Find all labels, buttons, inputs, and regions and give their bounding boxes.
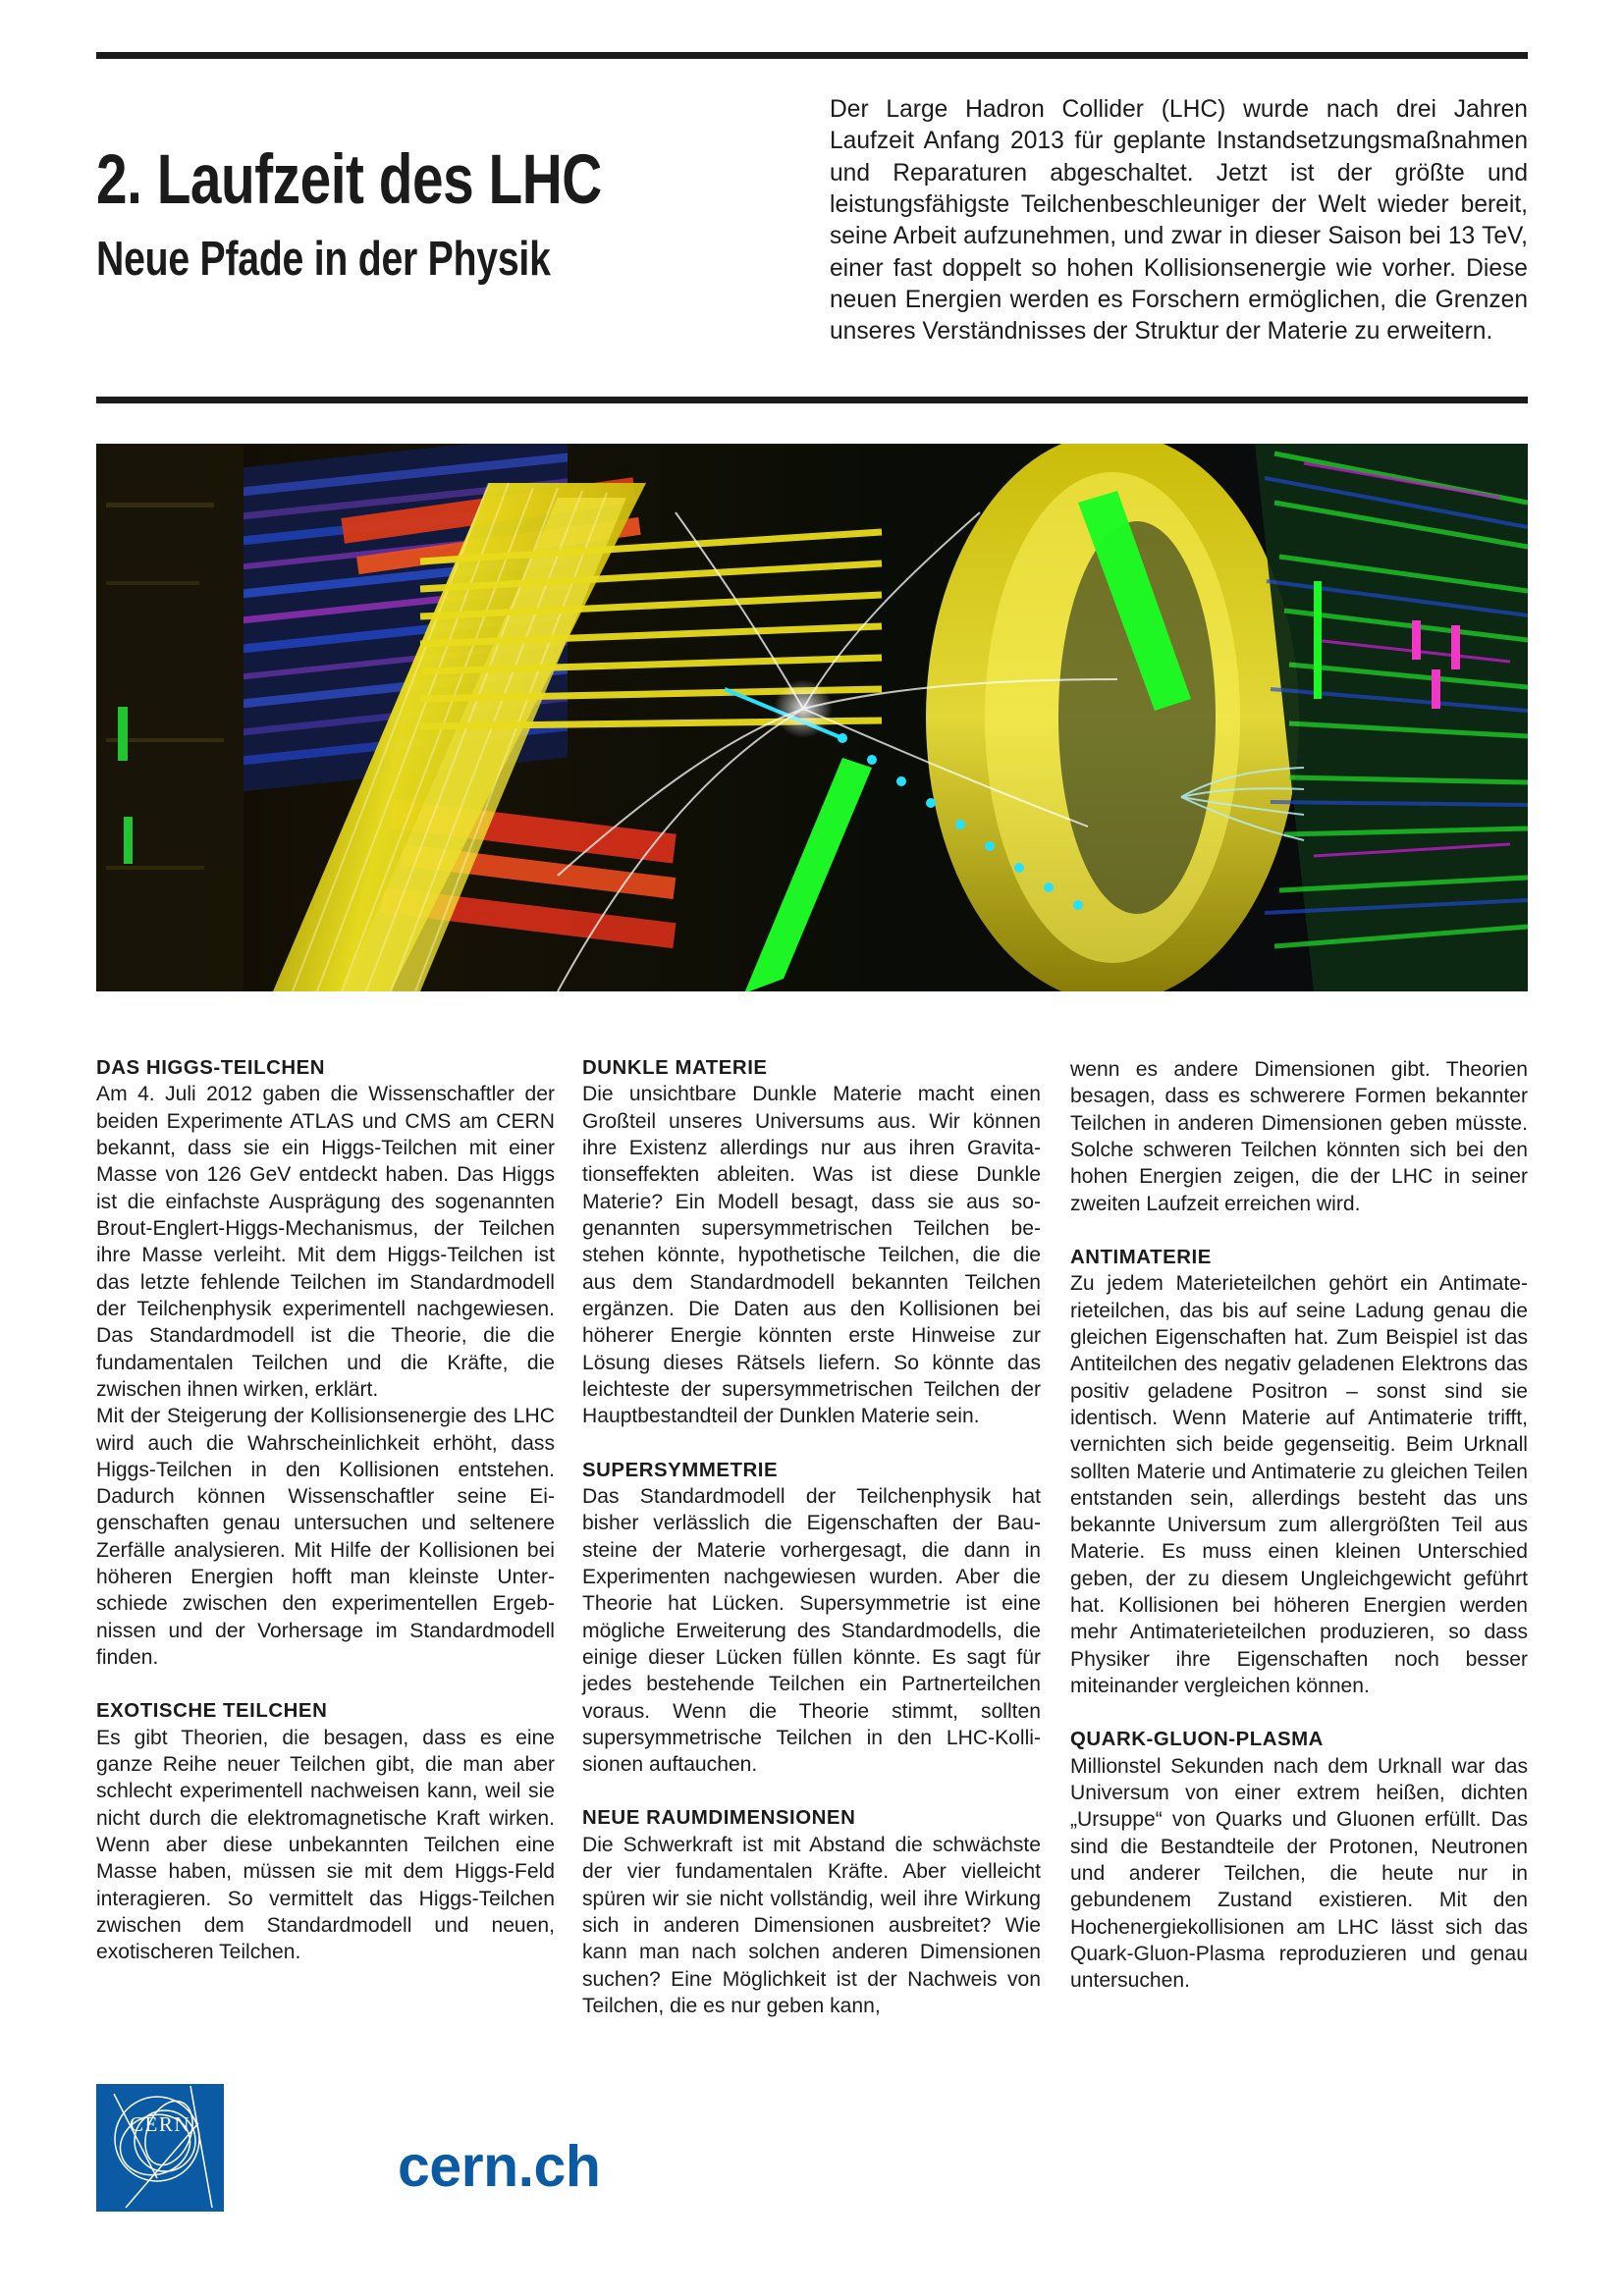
- collision-event-display: [96, 444, 1528, 991]
- section-heading: DAS HIGGS-TEILCHEN: [96, 1057, 326, 1079]
- section-neue-raumdimensionen: [582, 1806, 1041, 2019]
- section-heading: ANTIMATERIE: [1070, 1246, 1212, 1268]
- section-paragraph: Es gibt Theorien, die besagen, dass es eine ganze Reihe neuer Teilchen gibt, die man aber schlecht experimentell nachweisen kann, weil sie nicht durch die elektromagnetische Kraft wirken. Wenn aber diese unbekannten Teilchen eine Masse haben, müssen sie mit dem Higgs-Feld interagieren. So vermittelt das Higgs-Teilchen zwischen dem Standardmodell und neuen, exotischeren Teilchen.: [96, 1726, 555, 1964]
- section-paragraph: Das Standardmodell der Teilchenphysik hat bisher verlässlich die Eigenschaften der Bausteine der Materie vorhergesagt, die dann in Experimenten nachgewiesen wurden. Aber die Theorie hat Lücken. Supersymmetrie ist eine mögliche Erweiterung des Standardmodells, die einige dieser Lücken füllen könnte. Es sagt für jedes bestehende Teilchen ein Partnerteilchen voraus. Wenn die Theorie stimmt, sollten supersymmetrische Teilchen in den LHC-Kollisionen auftauchen.: [582, 1485, 1041, 1777]
- section-paragraph: Mit der Steigerung der Kollisionsenergie des LHC wird auch die Wahrscheinlichkeit erhöht, dass Higgs-Teilchen in den Kollisionen entstehen. Dadurch können Wissenschaftler seine Eigenschaften genau untersuchen und seltenere Zerfälle analysieren. Mit Hilfe der Kollisionen bei höheren Energien hofft man kleinste Unterschiede zwischen den experimentellen Ergebnissen und der Vorhersage im Standardmodell finden.: [96, 1405, 555, 1670]
- section-quark-gluon-plasma: [1070, 1728, 1528, 1994]
- section-paragraph: Die unsichtbare Dunkle Materie macht einen Großteil unseres Universums aus. Wir können ihre Existenz allerdings nur aus ihren Gravitationseffekten ableiten. Was ist diese Dunkle Materie? Ein Modell besagt, dass sie aus sogenannten supersymmetrischen Teilchen bestehen könnte, hypothetische Teilchen, die die aus dem Standardmodell bekannten Teilchen ergänzen. Die Daten aus den Kollisionen bei höherer Energie könnten erste Hinweise zur Lösung dieses Rätsels liefern. So könnte das leichteste der supersymmetrischen Teilchen der Hauptbestandteil der Dunklen Materie sein.: [582, 1083, 1041, 1428]
- section-antimaterie: [1070, 1246, 1528, 1699]
- section-paragraph: Millionstel Sekunden nach dem Urknall war das Universum von einer extrem heißen, dichten „Ursuppe“ von Quarks und Gluonen erfüllt. Das sind die Bestandteile der Protonen, Neutronen und anderer Teilchen, die heute nur in gebundenem Zustand existieren. Mit den Hochenergiekollisionen am LHC lässt sich das Quark-Gluon-Plasma reproduzieren und genau untersuchen.: [1070, 1754, 1528, 1993]
- cern-logo-mark: [96, 2084, 224, 2212]
- section-dunkle-materie: [582, 1056, 1041, 1430]
- footer: [96, 2084, 1528, 2231]
- text-column-1: [96, 1056, 555, 1966]
- header-rule-bottom: [96, 397, 1528, 403]
- page-subtitle: Neue Pfade in der Physik: [96, 233, 551, 287]
- section-paragraph: wenn es andere Dimensionen gibt. Theorien besagen, dass es schwerere Formen bekannter Teilchen in anderen Dimensionen geben müsste. Solche schweren Teilchen könnten sich bei den hohen Energien zeigen, die der LHC in seiner zweiten Laufzeit erreichen wird.: [1070, 1058, 1528, 1215]
- masthead: [96, 141, 823, 287]
- section-heading: SUPERSYMMETRIE: [582, 1459, 779, 1481]
- header-rule-top: [96, 52, 1528, 59]
- intro-paragraph: Der Large Hadron Collider (LHC) wurde nach drei Jahren Laufzeit Anfang 2013 für geplante Instandsetzungsmaßnahmen und Reparaturen abgeschaltet. Jetzt ist der größte und leistungsfähigste Teilchenbeschleuniger der Welt wieder bereit, seine Arbeit aufzunehmen, und zwar in dieser Saison bei 13 TeV, einer fast doppelt so hohen Kollisionsenergie wie vorher. Diese neuen Energien werden es Forschern ermöglichen, die Grenzen unseres Verständnisses der Struktur der Materie zu erweitern.: [830, 96, 1528, 346]
- section-heading: NEUE RAUMDIMENSIONEN: [582, 1807, 856, 1830]
- cern-url-label: cern.ch: [398, 2134, 601, 2199]
- text-column-2: [582, 1056, 1041, 2019]
- section-heading: DUNKLE MATERIE: [582, 1057, 768, 1079]
- section-exotische-teilchen: [96, 1699, 555, 1965]
- lhc-collision-photo: [96, 444, 1528, 991]
- page-title: 2. Laufzeit des LHC: [96, 141, 602, 219]
- section-raumdimensionen-continued: [1070, 1056, 1528, 1217]
- section-higgs: [96, 1056, 555, 1671]
- section-heading: EXOTISCHE TEILCHEN: [96, 1700, 328, 1723]
- section-paragraph: Zu jedem Materieteilchen gehört ein Antimaterieteilchen, das bis auf seine Ladung genau die gleichen Eigenschaften hat. Zum Beispiel ist das Antiteilchen des negativ geladenen Elektrons das positiv geladene Positron – sonst sind sie identisch. Wenn Materie auf Antimaterie trifft, vernichten sich beide gegenseitig. Beim Urknall sollten Materie und Antimaterie zu gleichen Teilen entstanden sein, allerdings besteht das uns bekannte Universum zum allergrößten Teil aus Materie. Es muss einen kleinen Unterschied geben, der zu diesem Ungleichgewicht geführt hat. Kollisionen bei höheren Energien werden mehr Antimaterieteilchen produzieren, so dass Physiker ihre Eigenschaften noch besser miteinander vergleichen können.: [1070, 1272, 1528, 1698]
- section-heading: QUARK-GLUON-PLASMA: [1070, 1729, 1324, 1751]
- cern-logo: [96, 2084, 224, 2212]
- section-paragraph: Die Schwerkraft ist mit Abstand die schwächste der vier fundamentalen Kräfte. Aber vielleicht spüren wir sie nicht vollständig, weil ihre Wirkung sich in anderen Dimensionen ausbreitet? Wie kann man nach solchen anderen Dimensionen suchen? Eine Möglichkeit ist der Nachweis von Teilchen, die es nur geben kann,: [582, 1833, 1041, 2017]
- cern-logo-text: CERN: [129, 2112, 191, 2136]
- text-column-3: [1070, 1056, 1528, 1995]
- section-paragraph: Am 4. Juli 2012 gaben die Wissenschaftler der beiden Experimente ATLAS und CMS am CERN bekannt, dass sie ein Higgs-Teilchen mit einer Masse von 126 GeV entdeckt haben. Das Higgs ist die einfachste Ausprägung des sogenannten Brout-Englert-Higgs-Mechanismus, der Teilchen ihre Masse verleiht. Mit dem Higgs-Teilchen ist das letzte fehlende Teilchen im Standardmodell der Teilchenphysik experimentell nachgewiesen. Das Standardmodell ist die Theorie, die die fundamentalen Teilchen und die Kräfte, die zwischen ihnen wirken, erklärt.: [96, 1083, 555, 1401]
- section-supersymmetrie: [582, 1459, 1041, 1779]
